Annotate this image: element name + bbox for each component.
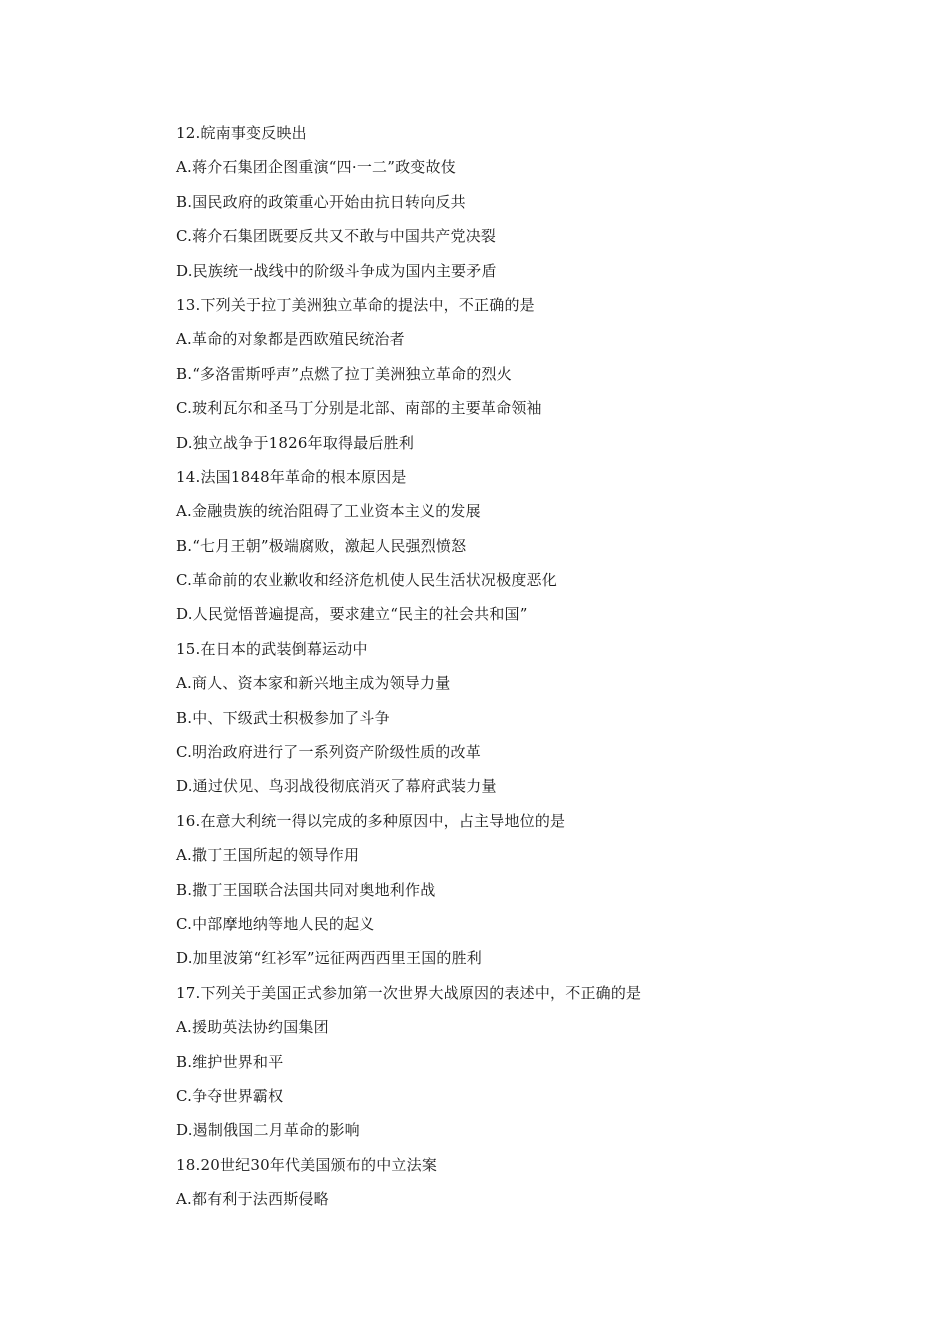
- option-c: C.蒋介石集团既要反共又不敢与中国共产党决裂: [176, 227, 497, 246]
- question-15: [176, 632, 876, 804]
- question-stem: 13.下列关于拉丁美洲独立革命的提法中，不正确的是: [176, 295, 535, 314]
- question-stem: 16.在意大利统一得以完成的多种原因中，占主导地位的是: [176, 811, 566, 830]
- option-b: B.国民政府的政策重心开始由抗日转向反共: [176, 192, 466, 211]
- question-stem: 18.20世纪30年代美国颁布的中立法案: [176, 1155, 438, 1174]
- option-a: A.金融贵族的统治阻碍了工业资本主义的发展: [176, 502, 481, 521]
- option-c: C.明治政府进行了一系列资产阶级性质的改革: [176, 743, 481, 762]
- option-b: B.“多洛雷斯呼声”点燃了拉丁美洲独立革命的烈火: [176, 364, 512, 383]
- option-b: B.维护世界和平: [176, 1052, 284, 1071]
- option-a: A.革命的对象都是西欧殖民统治者: [176, 330, 405, 349]
- question-stem: 17.下列关于美国正式参加第一次世界大战原因的表述中，不正确的是: [176, 983, 642, 1002]
- question-16: [176, 804, 876, 976]
- question-stem: 15.在日本的武装倒幕运动中: [176, 639, 368, 658]
- option-c: C.革命前的农业歉收和经济危机使人民生活状况极度恶化: [176, 571, 557, 590]
- option-d: D.独立战争于1826年取得最后胜利: [176, 433, 415, 452]
- question-stem: 14.法国1848年革命的根本原因是: [176, 467, 407, 486]
- option-a: A.都有利于法西斯侵略: [176, 1190, 329, 1209]
- option-d: D.加里波第“红衫军”远征两西西里王国的胜利: [176, 949, 482, 968]
- option-a: A.撒丁王国所起的领导作用: [176, 846, 360, 865]
- question-stem: 12.皖南事变反映出: [176, 124, 307, 142]
- option-d: D.民族统一战线中的阶级斗争成为国内主要矛盾: [176, 261, 497, 280]
- question-list: [176, 116, 876, 1217]
- question-14: [176, 460, 876, 632]
- question-18: [176, 1148, 876, 1217]
- option-b: B.“七月王朝”极端腐败，激起人民强烈愤怒: [176, 536, 467, 555]
- option-a: A.蒋介石集团企图重演“四·一二”政变故伎: [176, 158, 456, 177]
- option-d: D.遏制俄国二月革命的影响: [176, 1121, 360, 1140]
- option-c: C.中部摩地纳等地人民的起义: [176, 914, 375, 933]
- option-c: C.争夺世界霸权: [176, 1086, 284, 1105]
- option-a: A.商人、资本家和新兴地主成为领导力量: [176, 674, 451, 693]
- question-17: [176, 976, 876, 1148]
- option-b: B.中、下级武士积极参加了斗争: [176, 708, 390, 727]
- option-d: D.通过伏见、鸟羽战役彻底消灭了幕府武装力量: [176, 777, 497, 796]
- option-c: C.玻利瓦尔和圣马丁分别是北部、南部的主要革命领袖: [176, 399, 542, 418]
- question-12: [176, 116, 876, 288]
- option-b: B.撒丁王国联合法国共同对奥地利作战: [176, 880, 436, 899]
- option-d: D.人民觉悟普遍提高，要求建立“民主的社会共和国”: [176, 605, 528, 624]
- option-a: A.援助英法协约国集团: [176, 1018, 329, 1037]
- question-13: [176, 288, 876, 460]
